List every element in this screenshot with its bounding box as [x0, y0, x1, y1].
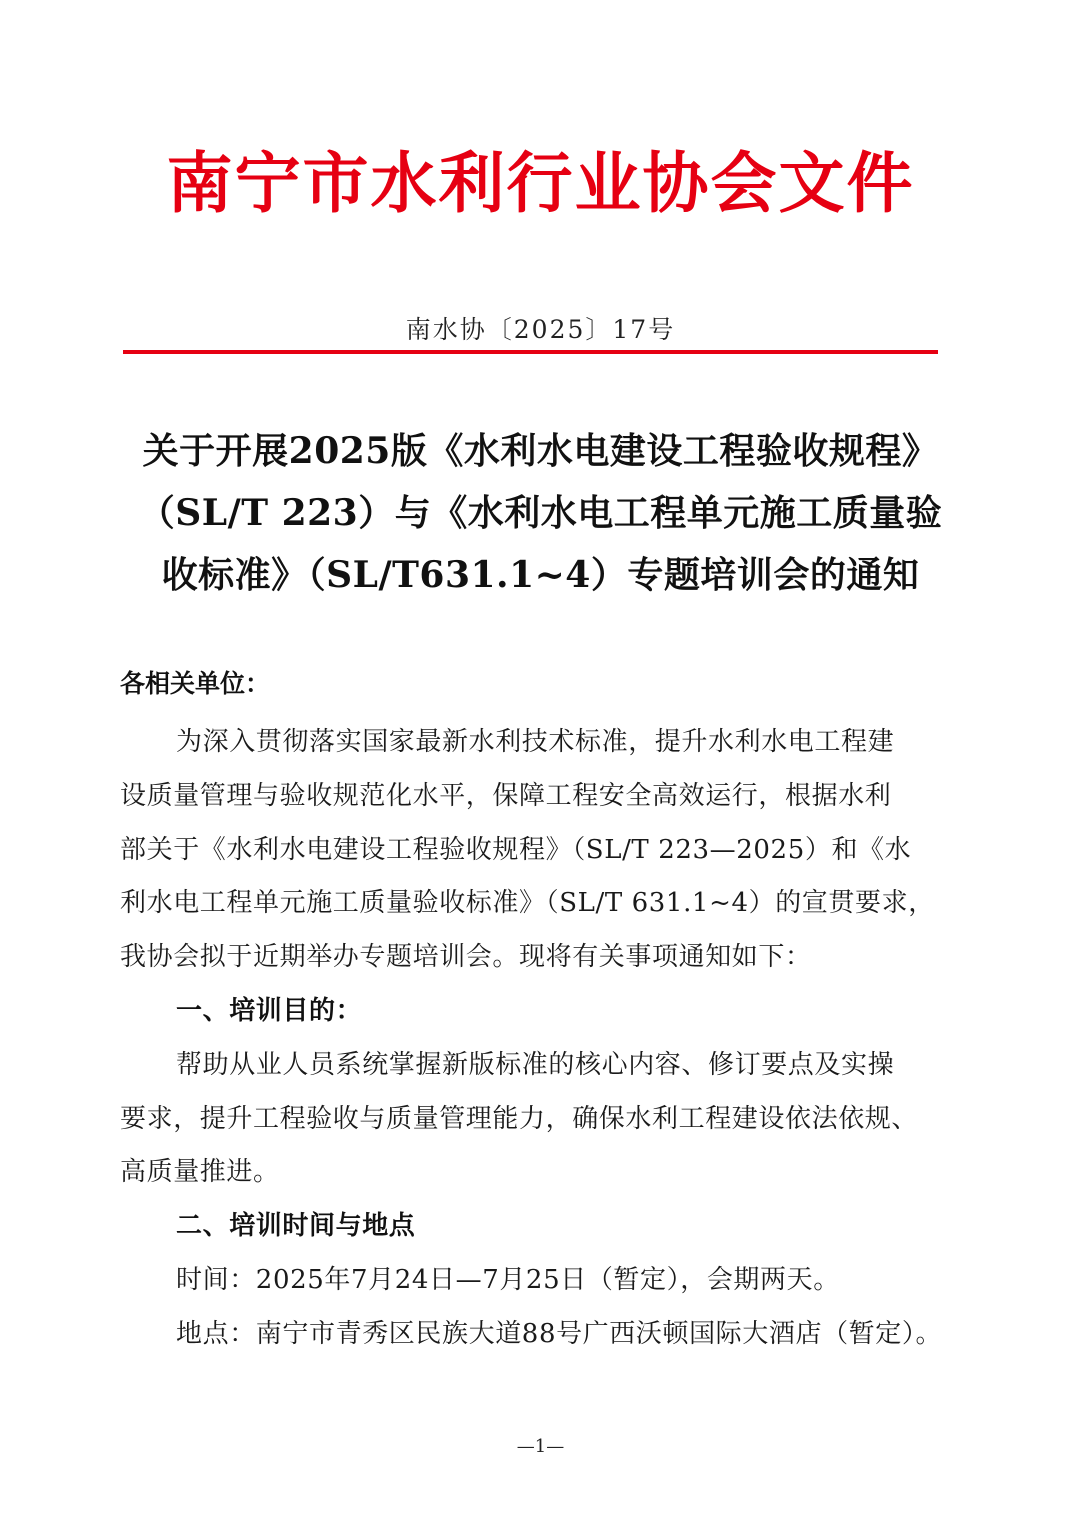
- notice-title: [110, 420, 971, 606]
- intro-line: 利水电工程单元施工质量验收标准》（SL/T 631.1~4）的宣贯要求，: [120, 888, 935, 919]
- intro-line: 我协会拟于近期举办专题培训会。现将有关事项通知如下：: [120, 942, 812, 973]
- salutation: 各相关单位：: [120, 669, 271, 698]
- training-location: 地点：南宁市青秀区民族大道88号广西沃顿国际大酒店（暂定）。: [176, 1318, 943, 1349]
- intro-line: 设质量管理与验收规范化水平，保障工程安全高效运行，根据水利: [120, 780, 892, 811]
- notice-body: [120, 716, 965, 1362]
- title-line-3: 收标准》（SL/T631.1~4）专题培训会的通知: [161, 554, 920, 596]
- section-heading-training-purpose: 一、培训目的：: [176, 995, 363, 1026]
- organization-header: 南宁市水利行业协会文件: [166, 144, 915, 222]
- page-number: —1—: [516, 1436, 565, 1457]
- purpose-line: 要求，提升工程验收与质量管理能力，确保水利工程建设依法依规、: [120, 1103, 919, 1134]
- purpose-line: 高质量推进。: [120, 1157, 280, 1188]
- intro-line: 为深入贯彻落实国家最新水利技术标准，提升水利水电工程建: [176, 727, 895, 757]
- section-heading-time-location: 二、培训时间与地点: [176, 1211, 416, 1242]
- red-divider-line: [123, 350, 938, 354]
- purpose-line: 帮助从业人员系统掌握新版标准的核心内容、修订要点及实操: [176, 1049, 895, 1080]
- title-line-2: （SL/T 223）与《水利水电工程单元施工质量验: [138, 492, 943, 534]
- document-number: 南水协〔2025〕17号: [405, 315, 676, 344]
- intro-line: 部关于《水利水电建设工程验收规程》（SL/T 223—2025）和《水: [120, 834, 912, 865]
- training-time: 时间：2025年7月24日—7月25日（暂定），会期两天。: [176, 1264, 840, 1295]
- title-line-1: 关于开展2025版《水利水电建设工程验收规程》: [142, 430, 939, 472]
